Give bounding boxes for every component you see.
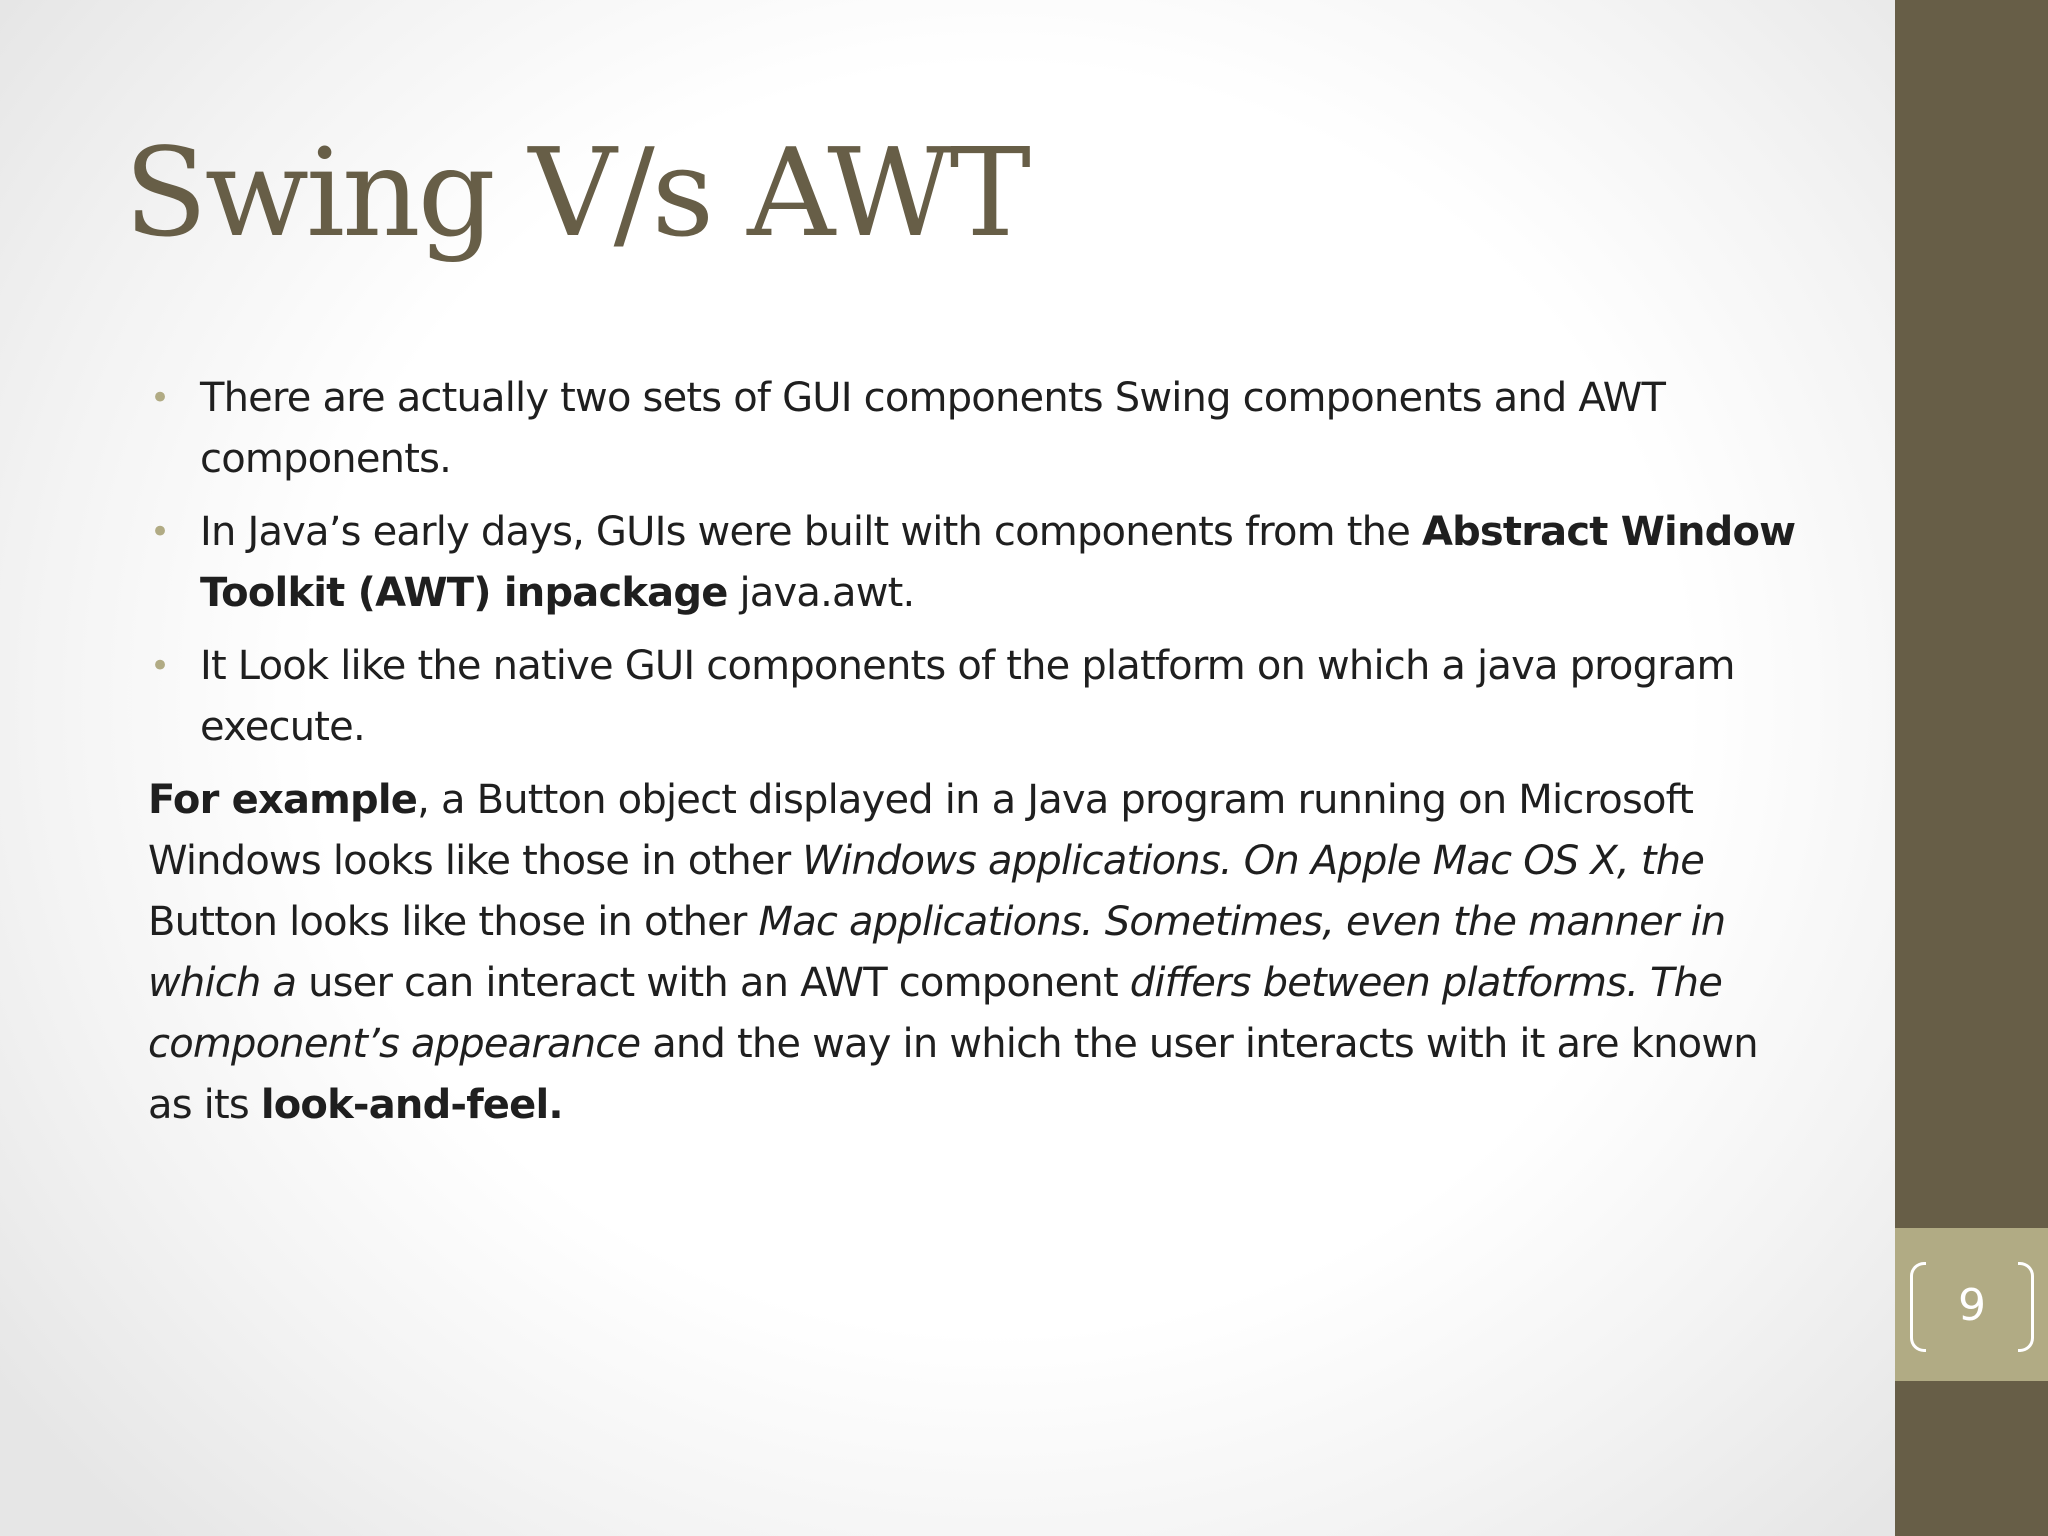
bracket-right-icon: [2018, 1262, 2034, 1352]
bullet-item: [148, 368, 1808, 490]
bullet-text: In Java’s early days, GUIs were built with components from the: [200, 509, 1422, 555]
slide-content: [148, 368, 1808, 1136]
paragraph-italic: Windows applications. On Apple Mac OS X, the: [802, 838, 1705, 884]
bullet-list: [148, 368, 1808, 758]
paragraph-text: and the way in which the user interacts with it are known as its: [148, 1021, 1758, 1128]
bullet-icon: •: [150, 646, 170, 686]
paragraph-bold: look-and-feel.: [260, 1082, 563, 1128]
bullet-icon: •: [150, 378, 170, 418]
paragraph-bold: For example: [148, 777, 418, 823]
bullet-icon: •: [150, 512, 170, 552]
bullet-text: There are actually two sets of GUI components Swing components and AWT components.: [200, 375, 1666, 482]
paragraph-italic: differs between platforms. The component’s appearance: [148, 960, 1723, 1067]
bullet-text: It Look like the native GUI components of the platform on which a java program execute.: [200, 643, 1735, 750]
paragraph-text: , a Button object displayed in a Java program running on Microsoft Windows looks like those in other: [148, 777, 1694, 884]
paragraph-italic: Mac applications. Sometimes, even the manner in which a: [148, 899, 1726, 1006]
bullet-text: java.awt.: [727, 570, 915, 616]
slide-title: Swing V/s AWT: [124, 122, 1028, 264]
page-number: 9: [1958, 1280, 1986, 1331]
example-paragraph: [148, 770, 1808, 1136]
paragraph-text: user can interact with an AWT component: [296, 960, 1130, 1006]
bracket-left-icon: [1910, 1262, 1926, 1352]
bullet-item: [148, 502, 1808, 624]
paragraph-text: Button looks like those in other: [148, 899, 759, 945]
bullet-bold-text: Abstract Window Toolkit (AWT) inpackage: [200, 509, 1796, 616]
bullet-item: [148, 636, 1808, 758]
